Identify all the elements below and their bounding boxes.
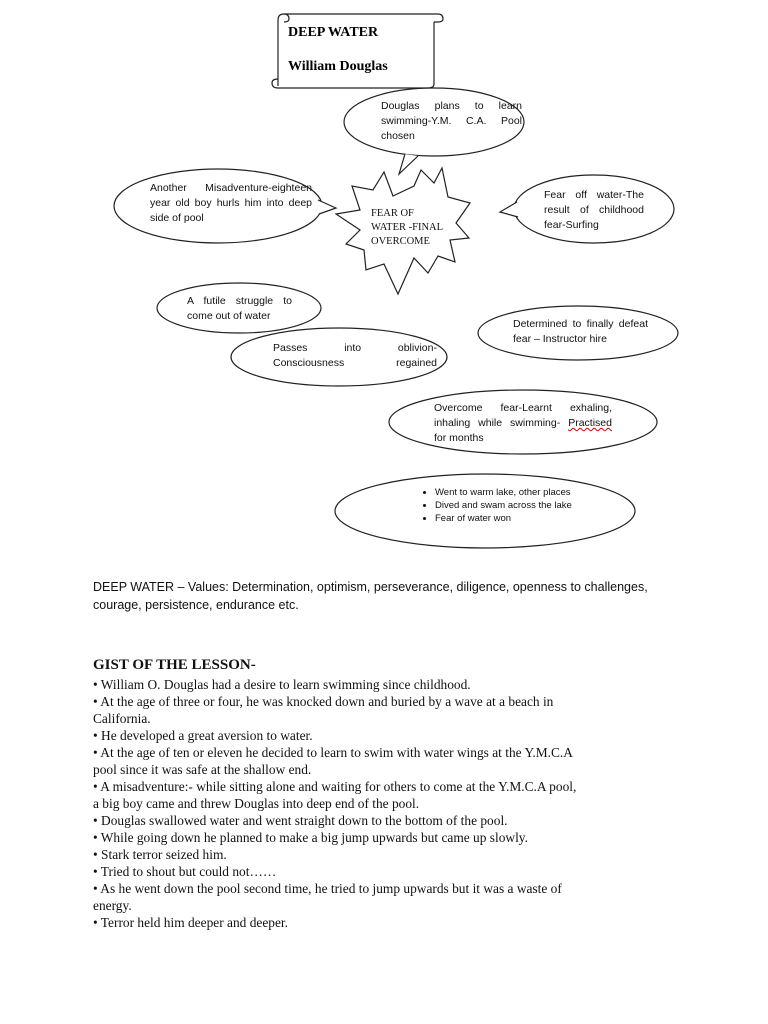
bubble-oblivion-text (273, 341, 437, 371)
overcome-practised: Practised (568, 417, 612, 429)
scroll-title: DEEP WATER (288, 25, 379, 40)
overcome-main: Overcome fear-Learnt exhaling, inhaling while swimming- (434, 402, 612, 429)
gist-point: • As he went down the pool second time, he tried to jump upwards but it was a waste of energy. (93, 881, 562, 913)
center-line-1: FEAR OF (371, 208, 414, 219)
bubble-fear-tail (500, 202, 518, 217)
gist-point: • While going down he planned to make a big jump upwards but came up slowly. (93, 830, 528, 845)
bubble-final-text (421, 486, 611, 525)
list-item: • Went to warm lake, other places (435, 486, 611, 499)
center-line-3: OVERCOME (371, 236, 430, 247)
oblivion-word-regained: regained (396, 357, 437, 369)
center-line-2: WATER -FINAL (371, 222, 444, 233)
gist-point: • At the age of ten or eleven he decided to learn to swim with water wings at the Y.M.C.A pool since it was safe at the shallow end. (93, 745, 573, 777)
bubble-ymca-text: Douglas plans to learn swimming-Y.M. C.A. Pool chosen (381, 100, 522, 142)
final-list (421, 486, 611, 525)
bubble-misadventure-tail (318, 200, 336, 214)
bubble-determined-text: Determined to finally defeat fear – Instructor hire (513, 318, 648, 345)
gist-heading: GIST OF THE LESSON- (93, 657, 256, 673)
center-text (371, 207, 461, 249)
gist-point: • A misadventure:- while sitting alone and waiting for others to come at the Y.M.C.A pool, a big boy came and threw Douglas into deep end of the pool. (93, 779, 577, 811)
gist-point: • Tried to shout but could not…… (93, 864, 277, 879)
gist-point: • Stark terror seized him. (93, 847, 227, 862)
bubble-misadventure-text: Another Misadventure-eighteen year old boy hurls him into deep side of pool (150, 182, 312, 224)
gist-point: • William O. Douglas had a desire to learn swimming since childhood. (93, 677, 471, 692)
oblivion-word-into: into (344, 342, 362, 354)
gist-point: • At the age of three or four, he was knocked down and buried by a wave at a beach in California. (93, 694, 554, 726)
overcome-tail: for months (434, 432, 484, 444)
bubble-overcome-text (434, 401, 612, 446)
gist-point: • He developed a great aversion to water. (93, 728, 313, 743)
bubble-ymca-tail (399, 154, 418, 174)
oblivion-word-passes: Passes (273, 342, 308, 354)
oblivion-word-oblivion: oblivion- (397, 342, 437, 354)
oblivion-word-consciousness: Consciousness (273, 357, 345, 369)
gist-section (93, 656, 693, 931)
bubble-fear-text: Fear off water-The result of childhood fear-Surfing (544, 189, 644, 231)
gist-point: • Douglas swallowed water and went straight down to the bottom of the pool. (93, 813, 508, 828)
scroll-author: William Douglas (288, 59, 388, 74)
list-item: • Fear of water won (435, 512, 611, 525)
values-paragraph: DEEP WATER – Values: Determination, optimism, perseverance, diligence, openness to challenges, courage, persistence, endurance etc. (93, 580, 648, 612)
list-item: • Dived and swam across the lake (435, 499, 611, 512)
bubble-futile-text: A futile struggle to come out of water (187, 295, 292, 322)
gist-point: • Terror held him deeper and deeper. (93, 915, 288, 930)
